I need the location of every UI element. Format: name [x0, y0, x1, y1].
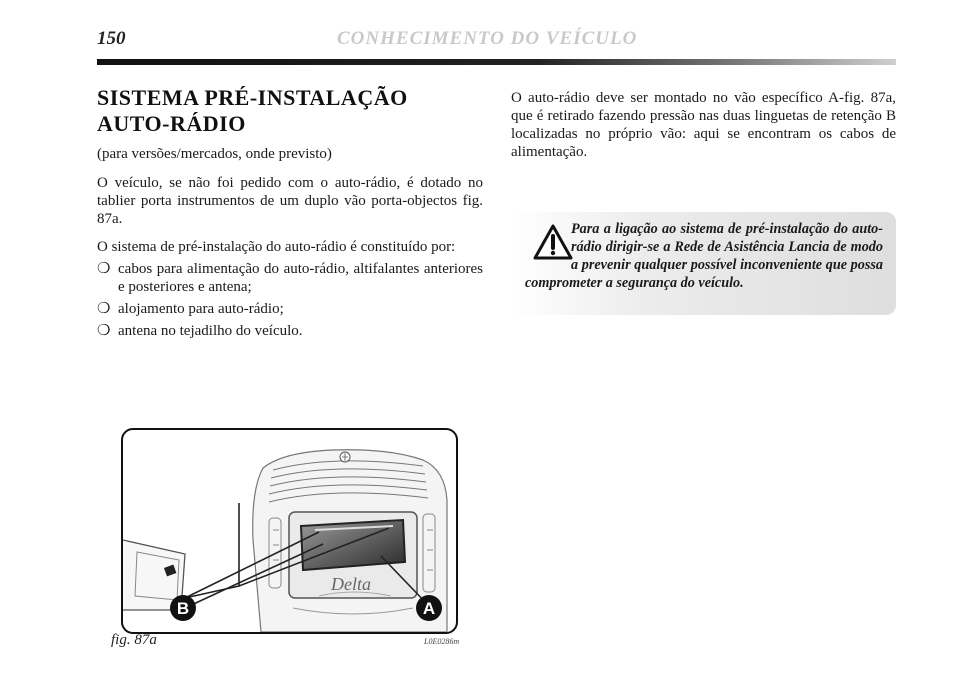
- figure-87a: [121, 428, 458, 634]
- lancia-emblem-icon: [340, 452, 350, 462]
- list-item-text: antena no tejadilho do veículo.: [118, 323, 303, 339]
- label-b: B: [176, 599, 190, 618]
- dashboard-illustration: [123, 430, 456, 632]
- list-item-text: alojamento para auto-rádio;: [118, 301, 284, 317]
- system-paragraph: O sistema de pré-instalação do auto-rádio é constituído por:: [97, 239, 456, 255]
- list-item: [97, 300, 483, 318]
- subtitle: (para versões/mercados, onde previsto): [97, 146, 332, 162]
- title-line-1: SISTEMA PRÉ-INSTALAÇÃO: [97, 85, 408, 110]
- bullet-circle-icon: ❍: [97, 301, 111, 317]
- delta-script-logo: Delta: [331, 574, 371, 594]
- list-item: [97, 260, 483, 296]
- running-header: CONHECIMENTO DO VEÍCULO: [337, 28, 638, 49]
- warning-text: Para a ligação ao sistema de pré-instalação do auto-rádio dirigir-se a Rede de Asistência Lancia de modo a prevenir qualquer possível inconveniente que possa comprometer a segurança do veículo.: [525, 221, 883, 291]
- figure-code: L0E0286m: [424, 637, 460, 646]
- figure-caption: fig. 87a: [111, 632, 157, 648]
- list-item: [97, 322, 483, 340]
- label-a: A: [422, 599, 436, 618]
- section-title: [97, 85, 483, 137]
- title-line-2: AUTO-RÁDIO: [97, 111, 246, 136]
- header-rule: [97, 59, 896, 65]
- component-list: [97, 260, 483, 340]
- warning-box: [511, 212, 896, 315]
- warning-text-container: [525, 220, 883, 292]
- intro-paragraph: O veículo, se não foi pedido com o auto-rádio, é dotado no tablier porta instrumentos de um duplo vão porta-objectos fig. 87a.: [97, 175, 483, 227]
- left-column: [97, 85, 483, 340]
- page-number: 150: [97, 28, 126, 49]
- label-b-badge: [170, 595, 196, 621]
- bullet-circle-icon: ❍: [97, 261, 111, 277]
- right-column: [511, 89, 896, 161]
- mounting-paragraph: O auto-rádio deve ser montado no vão específico A-fig. 87a, que é retirado fazendo pressão nas duas linguetas de retenção B localizadas no próprio vão: aqui se encontram os cabos de alimentação.: [511, 90, 896, 160]
- label-a-badge: [416, 595, 442, 621]
- list-item-text: cabos para alimentação do auto-rádio, altifalantes anteriores e posteriores e antena;: [118, 261, 483, 295]
- bullet-circle-icon: ❍: [97, 323, 111, 339]
